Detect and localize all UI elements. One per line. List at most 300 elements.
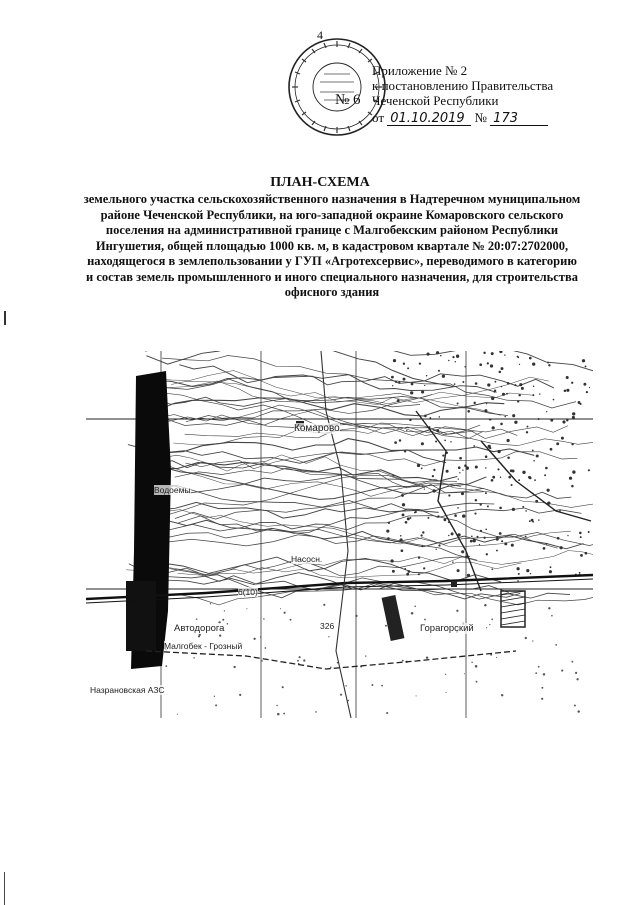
terrain-texture: [507, 439, 510, 442]
terrain-texture: [475, 665, 478, 668]
hatch-line: [501, 609, 525, 613]
terrain-texture: [485, 455, 488, 458]
terrain-texture: [550, 566, 552, 568]
terrain-texture: [328, 636, 329, 637]
margin-rule: [4, 872, 5, 905]
terrain-texture: [507, 382, 509, 384]
terrain-texture: [572, 412, 575, 415]
terrain-texture: [265, 647, 267, 649]
document-subtitle: земельного участка сельскохозяйственного назначения в Надтеречном муниципальном районе Чеченской Республики, на юго-западной окраине Комаровского сельского поселения на административной границе с Малгобекским районом Республики Ингушетия, общей площадью 1000 кв. м, в кадастровом квартале № 20:07:2702000, находящегося в землепользовании у ГУП «Агротехсервис», переводимого в категорию и состав земель промышленного и иного специального назначения, для строительства офисного здания: [83, 192, 581, 299]
terrain-texture: [519, 383, 522, 386]
terrain-texture: [457, 403, 459, 405]
topographic-map: [86, 351, 593, 718]
terrain-texture: [404, 568, 406, 570]
terrain-texture: [290, 619, 292, 621]
contour-line: [156, 455, 483, 493]
terrain-texture: [487, 505, 489, 507]
terrain-texture: [492, 426, 495, 429]
terrain-texture: [496, 657, 497, 658]
building-block: [451, 581, 457, 587]
terrain-texture: [473, 402, 475, 404]
terrain-texture: [502, 393, 505, 396]
terrain-texture: [436, 549, 437, 550]
terrain-texture: [535, 500, 538, 503]
seal-number: № 6: [335, 92, 361, 108]
terrain-texture: [177, 714, 178, 715]
terrain-texture: [280, 608, 281, 609]
number-value: 173: [490, 112, 548, 126]
shaded-area: [126, 581, 156, 651]
terrain-texture: [467, 574, 470, 577]
terrain-texture: [198, 635, 200, 637]
terrain-texture: [588, 531, 590, 533]
terrain-texture: [276, 705, 277, 706]
terrain-texture: [579, 572, 581, 574]
terrain-texture: [579, 532, 582, 535]
terrain-texture: [511, 544, 514, 547]
road-line: [481, 441, 591, 521]
terrain-texture: [219, 634, 221, 636]
terrain-texture: [527, 426, 529, 428]
terrain-texture: [436, 429, 439, 432]
terrain-texture: [517, 400, 519, 402]
terrain-texture: [494, 390, 496, 392]
terrain-texture: [585, 365, 587, 367]
terrain-texture: [340, 694, 342, 696]
terrain-texture: [454, 383, 456, 385]
terrain-texture: [345, 685, 346, 686]
terrain-texture: [456, 610, 458, 612]
terrain-texture: [387, 537, 390, 540]
terrain-texture: [486, 403, 487, 404]
terrain-texture: [497, 450, 500, 453]
terrain-texture: [475, 465, 478, 468]
terrain-texture: [494, 392, 495, 393]
terrain-texture: [400, 535, 402, 537]
terrain-texture: [512, 414, 515, 417]
terrain-texture: [457, 569, 460, 572]
terrain-texture: [583, 383, 586, 386]
terrain-texture: [432, 489, 435, 492]
terrain-texture: [506, 393, 508, 395]
terrain-texture: [483, 352, 485, 354]
terrain-texture: [404, 450, 406, 452]
terrain-texture: [348, 700, 350, 702]
terrain-texture: [401, 494, 404, 497]
terrain-texture: [571, 485, 574, 488]
terrain-texture: [485, 467, 487, 469]
terrain-texture: [497, 468, 499, 470]
terrain-texture: [486, 553, 488, 555]
terrain-texture: [392, 385, 393, 386]
terrain-texture: [424, 489, 425, 490]
terrain-texture: [392, 475, 394, 477]
terrain-texture: [471, 662, 472, 663]
terrain-texture: [491, 479, 494, 482]
terrain-texture: [423, 567, 425, 569]
terrain-texture: [548, 607, 550, 609]
terrain-texture: [406, 430, 407, 431]
terrain-texture: [224, 610, 225, 611]
terrain-texture: [424, 415, 427, 418]
terrain-texture: [490, 364, 493, 367]
terrain-texture: [210, 603, 211, 604]
terrain-texture: [454, 514, 457, 517]
terrain-texture: [284, 612, 286, 614]
map-label-pump: Насосн.: [291, 554, 323, 564]
terrain-texture: [576, 678, 578, 680]
terrain-texture: [421, 442, 424, 445]
terrain-texture: [408, 570, 411, 573]
terrain-texture: [547, 489, 550, 492]
terrain-texture: [405, 521, 408, 524]
map-label-village: Комарово: [294, 423, 340, 434]
terrain-texture: [222, 619, 224, 621]
contour-line: [154, 557, 501, 582]
appendix-line-3: Чеченской Республики: [372, 93, 499, 108]
terrain-texture: [585, 552, 588, 555]
terrain-texture: [435, 441, 437, 443]
terrain-texture: [557, 537, 560, 540]
terrain-texture: [534, 479, 536, 481]
terrain-texture: [315, 711, 317, 713]
terrain-texture: [582, 359, 585, 362]
terrain-texture: [462, 514, 465, 517]
terrain-texture: [577, 710, 579, 712]
map-label-elevation-2: 6(10): [238, 587, 258, 597]
terrain-texture: [499, 532, 502, 535]
terrain-texture: [411, 383, 414, 386]
document-title: ПЛАН-СХЕМА: [270, 175, 370, 190]
terrain-texture: [165, 665, 167, 667]
contour-line: [141, 516, 557, 549]
terrain-texture: [398, 381, 400, 383]
terrain-texture: [532, 362, 535, 365]
terrain-texture: [390, 559, 393, 562]
terrain-texture: [456, 355, 459, 358]
terrain-texture: [501, 386, 503, 388]
terrain-texture: [451, 532, 454, 535]
terrain-texture: [433, 469, 435, 471]
terrain-texture: [323, 604, 325, 606]
terrain-texture: [553, 399, 555, 401]
terrain-texture: [532, 394, 534, 396]
terrain-texture: [538, 519, 539, 520]
terrain-texture: [418, 573, 420, 575]
terrain-texture: [448, 535, 449, 536]
terrain-texture: [424, 619, 426, 621]
appendix-line-1: Приложение № 2: [372, 63, 468, 78]
terrain-texture: [393, 359, 396, 362]
terrain-texture: [464, 464, 467, 467]
terrain-texture: [569, 477, 572, 480]
terrain-texture: [473, 445, 475, 447]
terrain-texture: [402, 503, 405, 506]
terrain-texture: [196, 618, 198, 620]
terrain-texture: [476, 681, 478, 683]
terrain-texture: [491, 397, 494, 400]
terrain-texture: [414, 606, 416, 608]
terrain-texture: [543, 673, 545, 675]
terrain-texture: [464, 673, 465, 674]
hatch-line: [501, 597, 525, 601]
terrain-texture: [510, 469, 513, 472]
terrain-texture: [193, 657, 194, 658]
terrain-texture: [419, 362, 421, 364]
margin-mark: [4, 311, 6, 325]
terrain-texture: [589, 387, 590, 388]
terrain-texture: [446, 692, 447, 693]
terrain-texture: [450, 441, 451, 442]
terrain-texture: [580, 536, 582, 538]
terrain-texture: [410, 517, 412, 519]
terrain-texture: [402, 660, 404, 662]
terrain-texture: [215, 704, 217, 706]
terrain-texture: [561, 670, 563, 672]
terrain-texture: [571, 382, 573, 384]
terrain-texture: [533, 460, 535, 462]
terrain-texture: [578, 401, 581, 404]
terrain-texture: [421, 468, 423, 470]
terrain-texture: [562, 420, 565, 423]
terrain-texture: [489, 624, 490, 625]
terrain-texture: [525, 536, 527, 538]
terrain-texture: [549, 570, 552, 573]
terrain-texture: [470, 540, 473, 543]
terrain-texture: [491, 568, 493, 570]
terrain-texture: [303, 659, 305, 661]
secondary-road: [146, 651, 516, 669]
terrain-texture: [580, 554, 583, 557]
date-value: 01.10.2019: [387, 112, 471, 126]
terrain-texture: [467, 410, 470, 413]
terrain-texture: [541, 698, 543, 700]
terrain-texture: [507, 457, 510, 460]
terrain-texture: [330, 667, 332, 669]
terrain-texture: [297, 660, 299, 662]
terrain-texture: [239, 694, 241, 696]
terrain-texture: [480, 530, 482, 532]
terrain-texture: [511, 484, 513, 486]
terrain-texture: [529, 520, 531, 522]
terrain-texture: [551, 615, 553, 617]
terrain-texture: [501, 694, 503, 696]
terrain-texture: [575, 672, 577, 674]
terrain-texture: [508, 476, 511, 479]
terrain-texture: [422, 545, 424, 547]
terrain-texture: [459, 457, 462, 460]
map-label-elevation-1: 326: [320, 621, 335, 631]
terrain-texture: [458, 478, 459, 479]
terrain-texture: [512, 508, 515, 511]
terrain-texture: [501, 540, 503, 542]
terrain-texture: [475, 499, 477, 501]
terrain-texture: [517, 356, 519, 358]
terrain-texture: [548, 364, 550, 366]
terrain-texture: [526, 569, 529, 572]
terrain-texture: [443, 518, 446, 521]
terrain-texture: [504, 354, 505, 355]
terrain-texture: [459, 472, 460, 473]
terrain-texture: [371, 684, 373, 686]
terrain-texture: [492, 476, 495, 479]
terrain-texture: [471, 535, 473, 537]
terrain-texture: [445, 674, 446, 675]
appendix-line-2: к постановлению Правительства: [372, 78, 554, 93]
hatch-line: [501, 615, 525, 619]
terrain-texture: [535, 672, 537, 674]
terrain-texture: [400, 538, 403, 541]
terrain-texture: [566, 389, 569, 392]
terrain-texture: [532, 450, 534, 452]
terrain-texture: [458, 466, 461, 469]
terrain-texture: [518, 573, 520, 575]
terrain-texture: [499, 371, 502, 374]
terrain-texture: [432, 475, 434, 477]
terrain-texture: [533, 385, 535, 387]
terrain-texture: [426, 375, 427, 376]
terrain-texture: [427, 353, 430, 356]
terrain-texture: [522, 506, 524, 508]
contour-line: [137, 485, 582, 517]
terrain-texture: [480, 503, 482, 505]
terrain-texture: [474, 513, 476, 515]
terrain-texture: [525, 510, 527, 512]
terrain-texture: [365, 655, 366, 656]
map-label-settlement: Горагорский: [420, 623, 474, 634]
terrain-texture: [446, 470, 449, 473]
terrain-texture: [556, 442, 559, 445]
terrain-texture: [436, 351, 439, 354]
terrain-texture: [499, 351, 502, 353]
terrain-texture: [525, 637, 527, 639]
terrain-texture: [391, 376, 394, 379]
terrain-texture: [539, 393, 540, 394]
map-drawing: [86, 351, 593, 718]
terrain-texture: [246, 608, 247, 609]
contour-line: [145, 351, 593, 373]
contour-line: [126, 562, 521, 578]
terrain-texture: [448, 494, 450, 496]
terrain-texture: [500, 423, 503, 426]
terrain-texture: [491, 352, 494, 355]
terrain-texture: [500, 476, 501, 477]
page-number: 4: [317, 28, 323, 42]
terrain-texture: [529, 357, 532, 360]
terrain-texture: [501, 367, 504, 370]
terrain-texture: [283, 713, 285, 715]
terrain-texture: [421, 390, 424, 393]
terrain-texture: [518, 479, 520, 481]
terrain-texture: [572, 470, 575, 473]
terrain-texture: [386, 712, 388, 714]
terrain-texture: [473, 539, 476, 542]
terrain-texture: [522, 471, 525, 474]
terrain-texture: [461, 550, 464, 553]
terrain-texture: [483, 537, 485, 539]
terrain-texture: [461, 492, 464, 495]
terrain-texture: [386, 530, 389, 533]
contour-line: [128, 445, 446, 464]
terrain-texture: [462, 381, 464, 383]
terrain-texture: [546, 543, 548, 545]
contour-line: [168, 475, 457, 514]
terrain-texture: [547, 362, 549, 364]
terrain-texture: [494, 381, 496, 383]
terrain-texture: [381, 685, 383, 687]
terrain-texture: [214, 696, 215, 697]
terrain-texture: [564, 389, 567, 392]
map-label-road-name: Малгобек - Грозный: [164, 641, 243, 651]
terrain-texture: [561, 437, 564, 440]
terrain-texture: [455, 361, 456, 362]
terrain-texture: [417, 464, 420, 467]
terrain-texture: [403, 363, 405, 365]
terrain-texture: [424, 385, 425, 386]
terrain-texture: [517, 567, 520, 570]
terrain-texture: [536, 454, 539, 457]
building-block: [382, 595, 405, 641]
terrain-texture: [485, 528, 487, 530]
appendix-date-line: [372, 110, 548, 126]
terrain-texture: [566, 376, 569, 379]
terrain-texture: [574, 705, 576, 707]
terrain-texture: [517, 580, 519, 582]
terrain-texture: [399, 439, 401, 441]
terrain-texture: [420, 534, 422, 536]
terrain-texture: [438, 370, 440, 372]
terrain-texture: [401, 549, 404, 552]
terrain-texture: [448, 360, 449, 361]
terrain-texture: [555, 644, 557, 646]
terrain-texture: [571, 443, 573, 445]
terrain-texture: [406, 573, 409, 576]
terrain-texture: [407, 517, 410, 520]
terrain-texture: [437, 515, 439, 517]
terrain-texture: [487, 383, 490, 386]
contour-line: [164, 410, 568, 439]
terrain-texture: [385, 625, 387, 627]
terrain-texture: [541, 687, 543, 689]
terrain-texture: [438, 544, 440, 546]
contour-line: [185, 452, 577, 469]
terrain-texture: [462, 470, 463, 471]
terrain-texture: [452, 356, 454, 358]
terrain-texture: [484, 604, 486, 606]
terrain-texture: [546, 411, 547, 412]
terrain-texture: [411, 612, 414, 615]
terrain-texture: [282, 686, 284, 688]
appendix-header: [372, 63, 612, 108]
terrain-texture: [531, 519, 534, 522]
terrain-texture: [407, 367, 409, 369]
terrain-texture: [504, 542, 507, 545]
terrain-texture: [529, 477, 532, 480]
terrain-texture: [427, 517, 429, 519]
number-prefix: №: [474, 110, 487, 125]
terrain-texture: [475, 382, 478, 385]
terrain-texture: [227, 623, 229, 625]
terrain-texture: [514, 384, 516, 386]
terrain-texture: [486, 627, 487, 628]
terrain-texture: [491, 619, 493, 621]
terrain-texture: [414, 512, 416, 514]
map-label-road: Автодорога: [174, 623, 225, 634]
terrain-texture: [485, 492, 487, 494]
terrain-texture: [444, 440, 446, 442]
terrain-texture: [526, 431, 528, 433]
terrain-texture: [544, 474, 546, 476]
